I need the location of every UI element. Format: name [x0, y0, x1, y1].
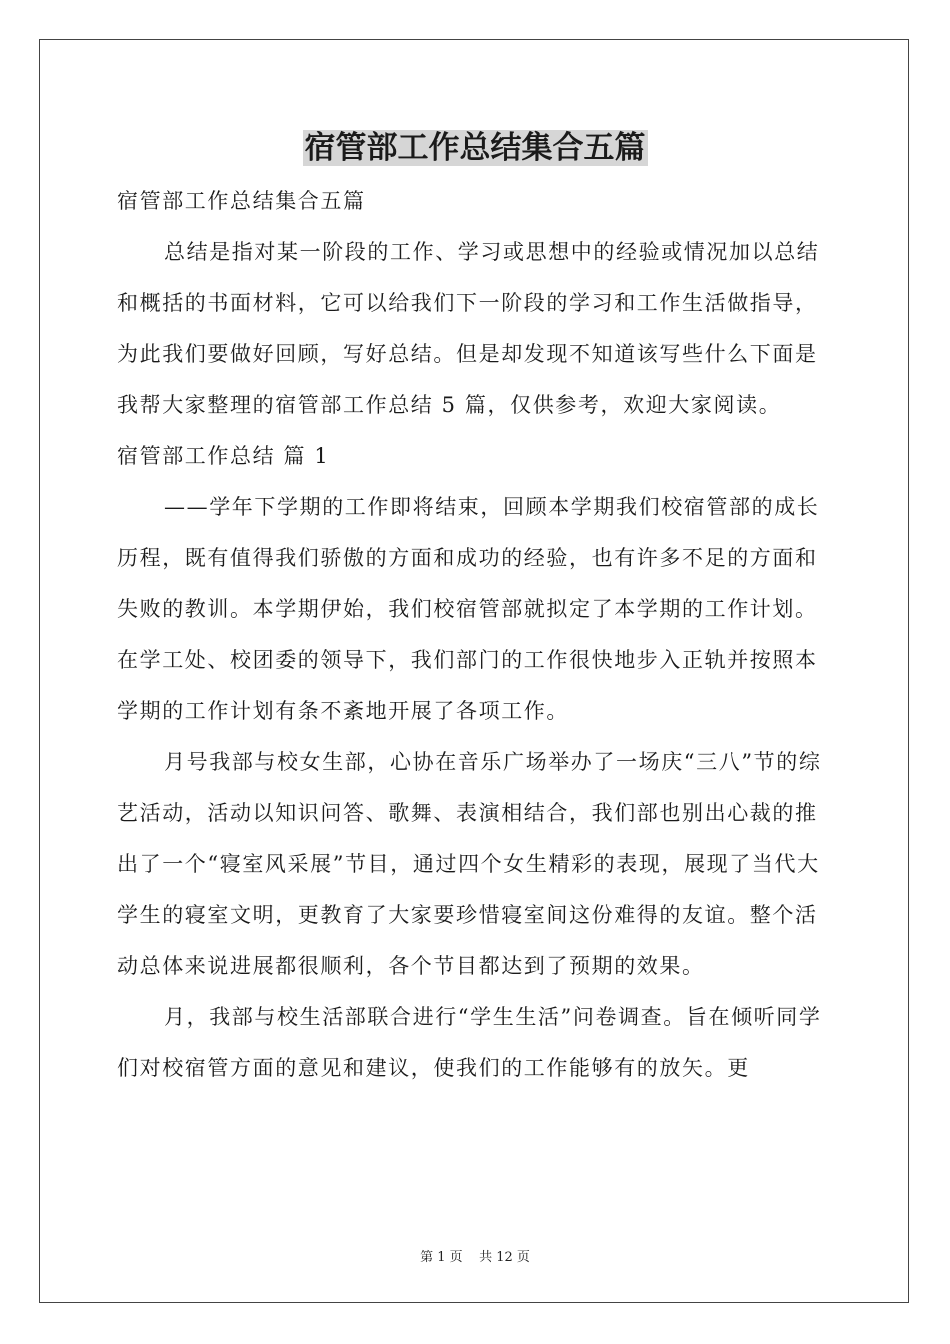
body-paragraph: 月号我部与校女生部，心协在音乐广场举办了一场庆“三八”节的综艺活动，活动以知识问答、歌舞、表演相结合，我们部也别出心裁的推出了一个“寝室风采展”节目，通过四个女生精彩的表现，展现了当代大学生的寝室文明，更教育了大家要珍惜寝室间这份难得的友谊。整个活动总体来说进展都很顺利，各个节目都达到了预期的效果。	[117, 750, 822, 978]
document-title	[0, 126, 950, 170]
intro-paragraph: 总结是指对某一阶段的工作、学习或思想中的经验或情况加以总结和概括的书面材料，它可以给我们下一阶段的学习和工作生活做指导，为此我们要做好回顾，写好总结。但是却发现不知道该写些什么下面是我帮大家整理的宿管部工作总结 5 篇，仅供参考，欢迎大家阅读。	[117, 240, 820, 417]
body-paragraph: 月，我部与校生活部联合进行“学生生活”问卷调查。旨在倾听同学们对校宿管方面的意见和建议，使我们的工作能够有的放矢。更	[117, 1005, 822, 1080]
section-heading: 宿管部工作总结 篇 1	[117, 444, 330, 468]
body-paragraph: ——学年下学期的工作即将结束，回顾本学期我们校宿管部的成长历程，既有值得我们骄傲的方面和成功的经验，也有许多不足的方面和失败的教训。本学期伊始，我们校宿管部就拟定了本学期的工作计划。在学工处、校团委的领导下，我们部门的工作很快地步入正轨并按照本学期的工作计划有条不紊地开展了各项工作。	[117, 495, 820, 723]
document-body	[117, 176, 833, 1094]
page-footer: 第 1 页 共 12 页	[420, 1250, 530, 1265]
subtitle-line: 宿管部工作总结集合五篇	[117, 189, 366, 213]
document-title-text: 宿管部工作总结集合五篇	[304, 130, 646, 166]
